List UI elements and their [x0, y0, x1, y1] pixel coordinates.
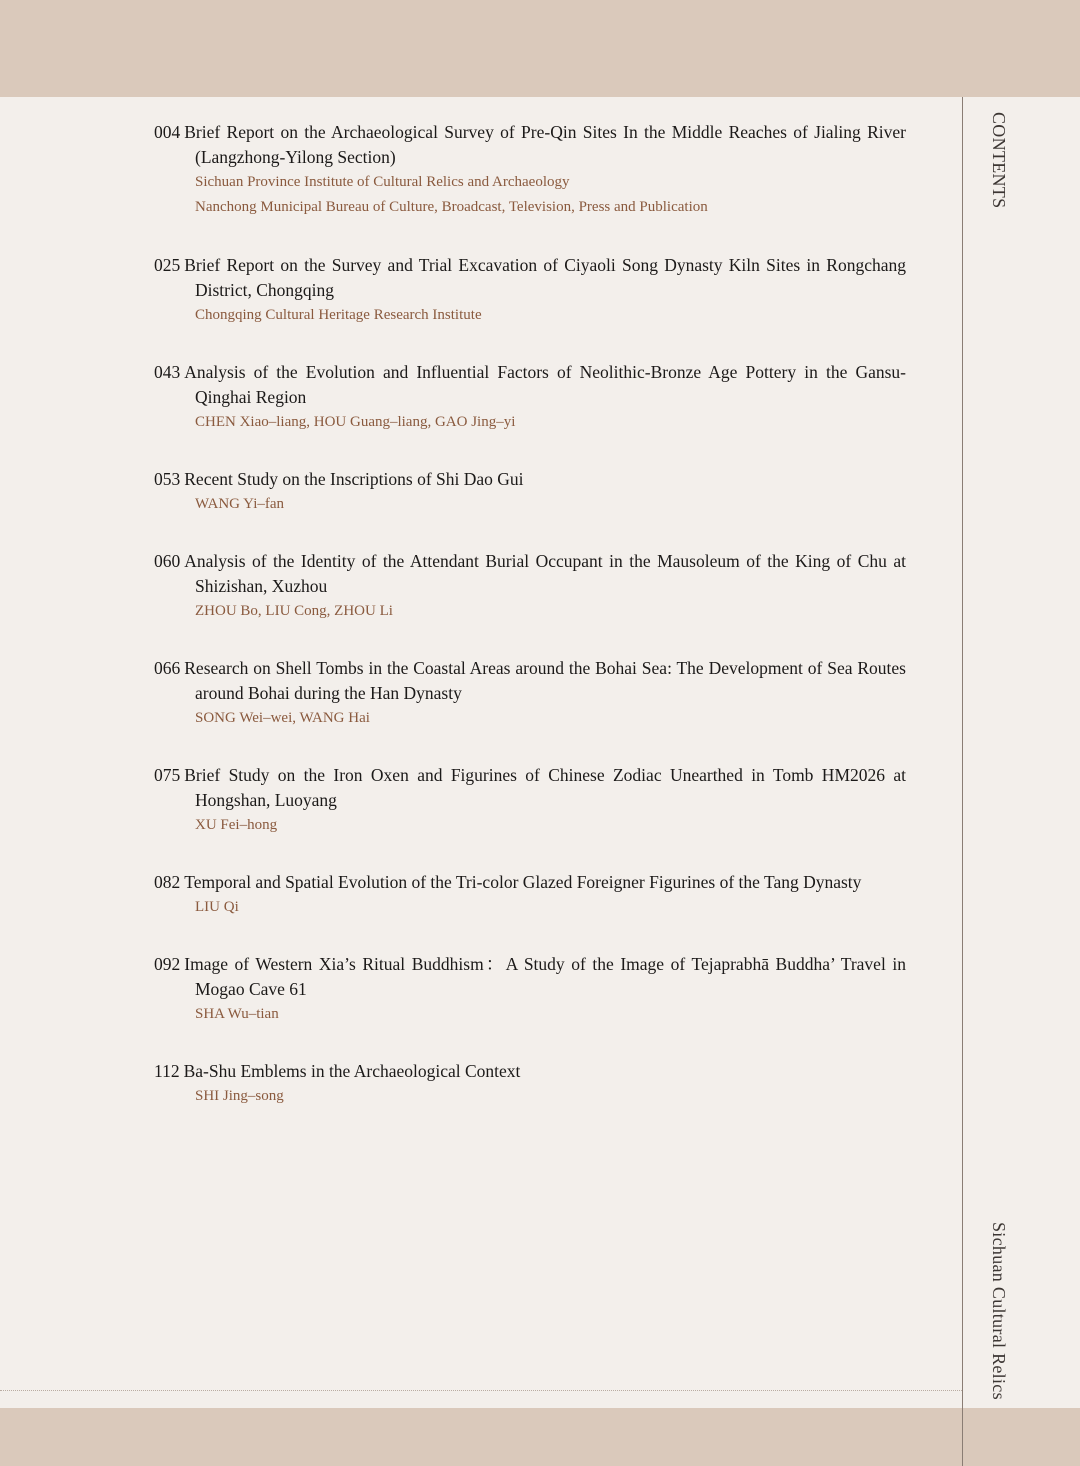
entry-page-number: 053 [154, 469, 181, 489]
entry-author: CHEN Xiao–liang, HOU Guang–liang, GAO Jing–yi [195, 414, 516, 430]
entry-title [154, 952, 906, 1002]
entry-page-number: 082 [154, 872, 181, 892]
journal-name-label: Sichuan Cultural Relics [989, 1222, 1009, 1400]
entry-author: Nanchong Municipal Bureau of Culture, Broadcast, Television, Press and Publication [195, 199, 708, 215]
toc-entry[interactable] [154, 952, 906, 1059]
toc-entry[interactable] [154, 253, 906, 360]
bottom-band [0, 1408, 1080, 1466]
toc-entry[interactable] [154, 467, 906, 549]
entry-page-number: 043 [154, 362, 181, 382]
entry-title [154, 763, 906, 813]
entry-title [154, 467, 906, 492]
entry-author: SHI Jing–song [195, 1088, 284, 1104]
entry-title [154, 1059, 906, 1084]
entry-title-text: Image of Western Xia’s Ritual Buddhism：A Study of the Image of Tejaprabhā Buddha’ Travel in Mogao Cave 61 [184, 954, 906, 999]
entry-title-text: Brief Study on the Iron Oxen and Figurines of Chinese Zodiac Unearthed in Tomb HM2026 at Hongshan, Luoyang [184, 765, 906, 810]
entry-page-number: 066 [154, 658, 181, 678]
entry-author: Sichuan Province Institute of Cultural Relics and Archaeology [195, 174, 570, 190]
entry-author: WANG Yi–fan [195, 496, 285, 512]
sidebar-divider [962, 97, 963, 1466]
entry-title [154, 253, 906, 303]
bottom-dotted-rule [0, 1390, 962, 1391]
entry-page-number: 075 [154, 765, 181, 785]
entry-title [154, 120, 906, 170]
entry-title-text: Analysis of the Evolution and Influential Factors of Neolithic-Bronze Age Pottery in the Gansu-Qinghai Region [184, 362, 906, 407]
entry-title-text: Temporal and Spatial Evolution of the Tri-color Glazed Foreigner Figurines of the Tang Dynasty [184, 872, 862, 892]
entry-title-text: Research on Shell Tombs in the Coastal Areas around the Bohai Sea: The Development of Sea Routes around Bohai during the Han Dynasty [184, 658, 906, 703]
entry-title [154, 656, 906, 706]
toc-entry[interactable] [154, 656, 906, 763]
entry-page-number: 112 [154, 1061, 180, 1081]
toc-entry[interactable] [154, 763, 906, 870]
entry-author: LIU Qi [195, 899, 239, 915]
entry-title-text: Brief Report on the Archaeological Survey of Pre-Qin Sites In the Middle Reaches of Jialing River (Langzhong-Yilong Section) [184, 122, 906, 167]
entry-title-text: Recent Study on the Inscriptions of Shi Dao Gui [184, 469, 524, 489]
entry-title-text: Brief Report on the Survey and Trial Excavation of Ciyaoli Song Dynasty Kiln Sites in Rongchang District, Chongqing [184, 255, 906, 300]
toc-entry[interactable] [154, 1059, 906, 1119]
entry-title [154, 549, 906, 599]
toc-entry[interactable] [154, 549, 906, 656]
entry-author: XU Fei–hong [195, 817, 278, 833]
top-band [0, 0, 1080, 97]
entry-title-text: Ba-Shu Emblems in the Archaeological Context [183, 1061, 521, 1081]
entry-page-number: 004 [154, 122, 181, 142]
toc-entry[interactable] [154, 360, 906, 467]
entry-page-number: 025 [154, 255, 181, 275]
entry-page-number: 060 [154, 551, 181, 571]
entry-title-text: Analysis of the Identity of the Attendant Burial Occupant in the Mausoleum of the King of Chu at Shizishan, Xuzhou [184, 551, 906, 596]
toc-entry[interactable] [154, 870, 906, 952]
entry-title [154, 870, 906, 895]
entry-author: SONG Wei–wei, WANG Hai [195, 710, 370, 726]
table-of-contents [154, 120, 906, 1119]
entry-author: ZHOU Bo, LIU Cong, ZHOU Li [195, 603, 393, 619]
entry-author: SHA Wu–tian [195, 1006, 279, 1022]
entry-title [154, 360, 906, 410]
contents-label: CONTENTS [989, 112, 1009, 209]
toc-entry[interactable] [154, 120, 906, 253]
entry-page-number: 092 [154, 954, 181, 974]
entry-author: Chongqing Cultural Heritage Research Institute [195, 307, 482, 323]
